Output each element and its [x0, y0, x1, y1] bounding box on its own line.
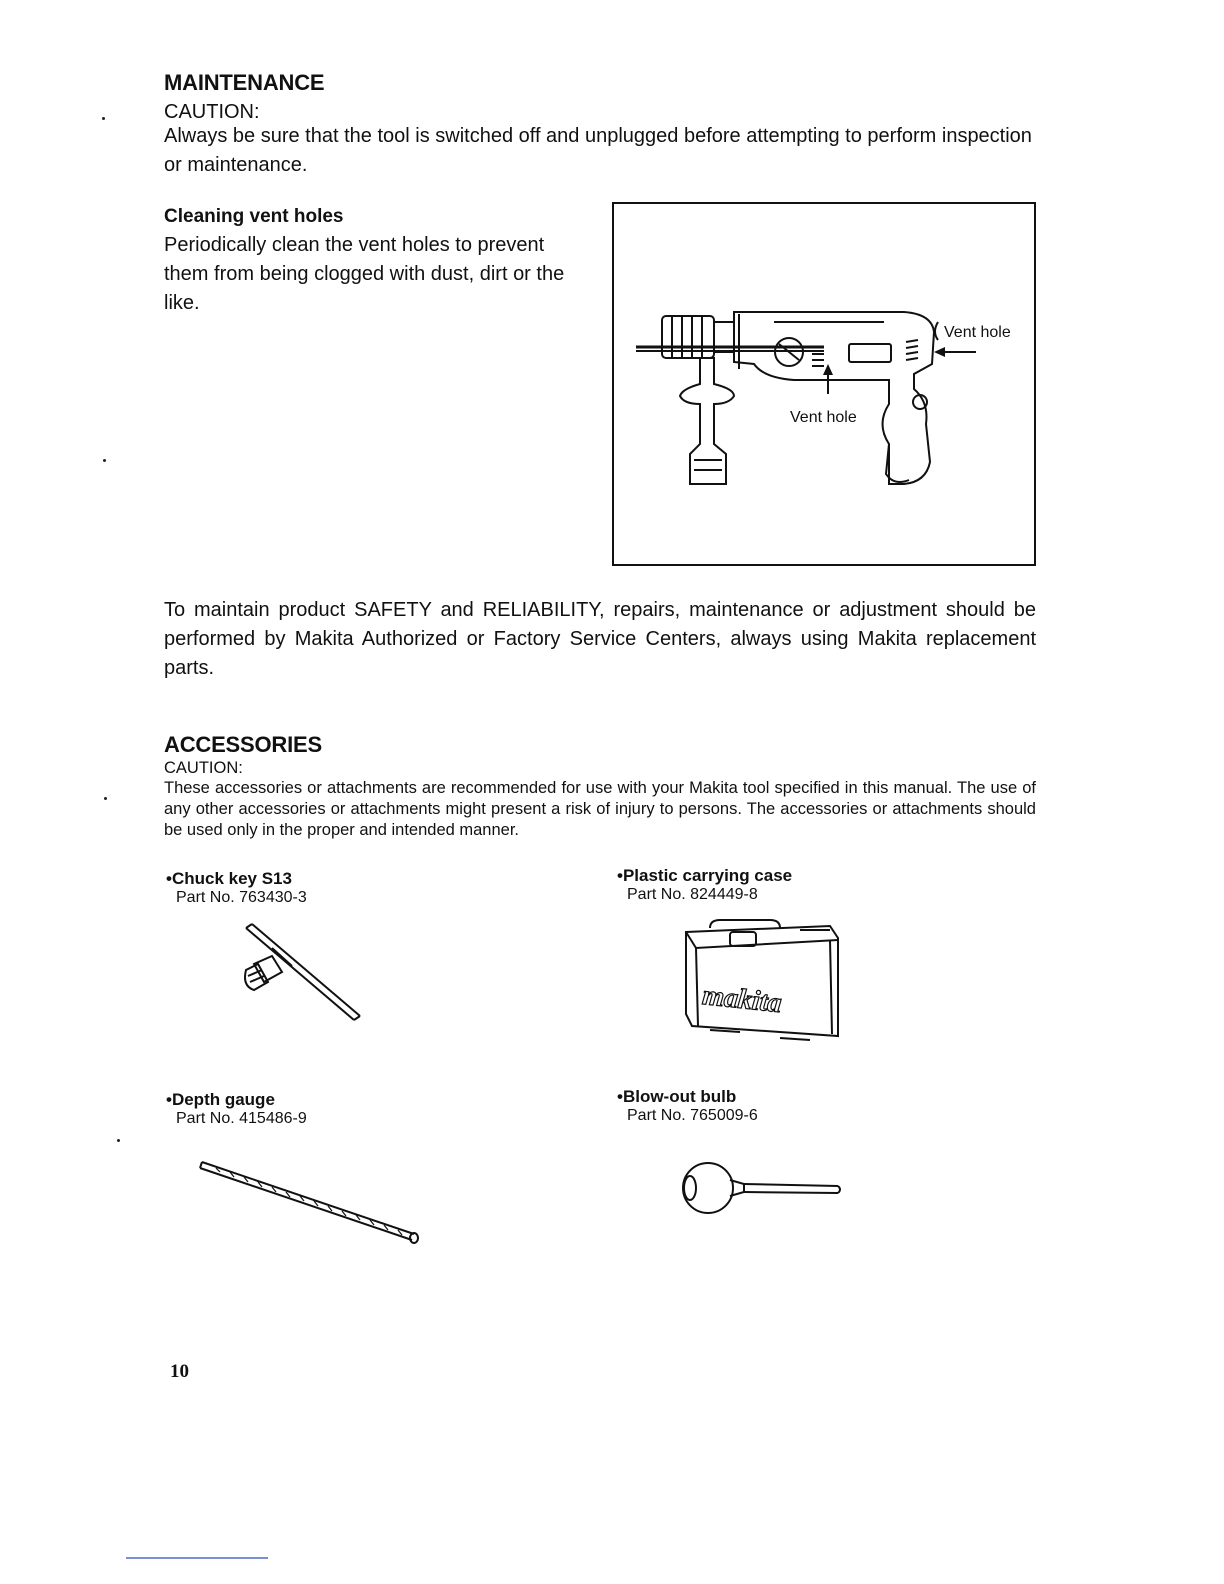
scan-mark: [103, 459, 106, 462]
accessory-part-number: Part No. 763430-3: [176, 889, 307, 906]
accessory-item-blow-out-bulb: [617, 1087, 758, 1125]
accessory-name: •Depth gauge: [166, 1090, 275, 1109]
scan-mark: [117, 1139, 120, 1142]
hammer-drill-illustration: [614, 204, 1034, 564]
accessory-part-number: Part No. 824449-8: [627, 886, 758, 903]
accessory-item-depth-gauge: [166, 1090, 307, 1128]
cleaning-heading: Cleaning vent holes: [164, 206, 344, 227]
accessory-part-number: Part No. 415486-9: [176, 1110, 307, 1127]
maintenance-heading: MAINTENANCE: [164, 70, 325, 95]
accessory-name: •Plastic carrying case: [617, 866, 793, 885]
scan-mark: [102, 117, 105, 120]
accessories-heading: ACCESSORIES: [164, 732, 322, 757]
chuck-key-icon: [232, 920, 372, 1040]
vent-hole-label-right: Vent hole: [944, 324, 1011, 341]
service-paragraph: To maintain product SAFETY and RELIABILITY, repairs, maintenance or adjustment should be performed by Makita Authorized or Factory Service Centers, always using Makita replacement parts.: [164, 599, 1036, 679]
accessory-item-carrying-case: [617, 866, 792, 904]
scan-mark: [104, 797, 107, 800]
accessory-part-number: Part No. 765009-6: [627, 1107, 758, 1124]
accessory-item-chuck-key: [166, 869, 307, 907]
page-number: 10: [170, 1361, 189, 1382]
maintenance-caution-text: Always be sure that the tool is switched off and unplugged before attempting to perform inspection or maintenance.: [164, 125, 1032, 176]
depth-gauge-icon: [196, 1160, 426, 1250]
accessories-caution-text: These accessories or attachments are recommended for use with your Makita tool specified in this manual. The use of any other accessories or attachments might present a risk of injury to persons. The accessories or attachments should be used only in the proper and intended manner.: [164, 779, 1036, 839]
carrying-case-icon: [680, 918, 850, 1053]
blow-out-bulb-icon: [678, 1155, 848, 1225]
accessories-caution-label: CAUTION:: [164, 759, 243, 777]
vent-hole-label-bottom: Vent hole: [790, 409, 857, 426]
accessory-name: •Blow-out bulb: [617, 1087, 737, 1106]
maintenance-caution-label: CAUTION:: [164, 101, 260, 123]
scan-edge-line: [126, 1557, 268, 1559]
drill-figure: [612, 202, 1036, 566]
accessory-name: •Chuck key S13: [166, 869, 292, 888]
case-logo: makita: [700, 980, 784, 1020]
cleaning-text: Periodically clean the vent holes to prevent them from being clogged with dust, dirt or the like.: [164, 234, 565, 314]
